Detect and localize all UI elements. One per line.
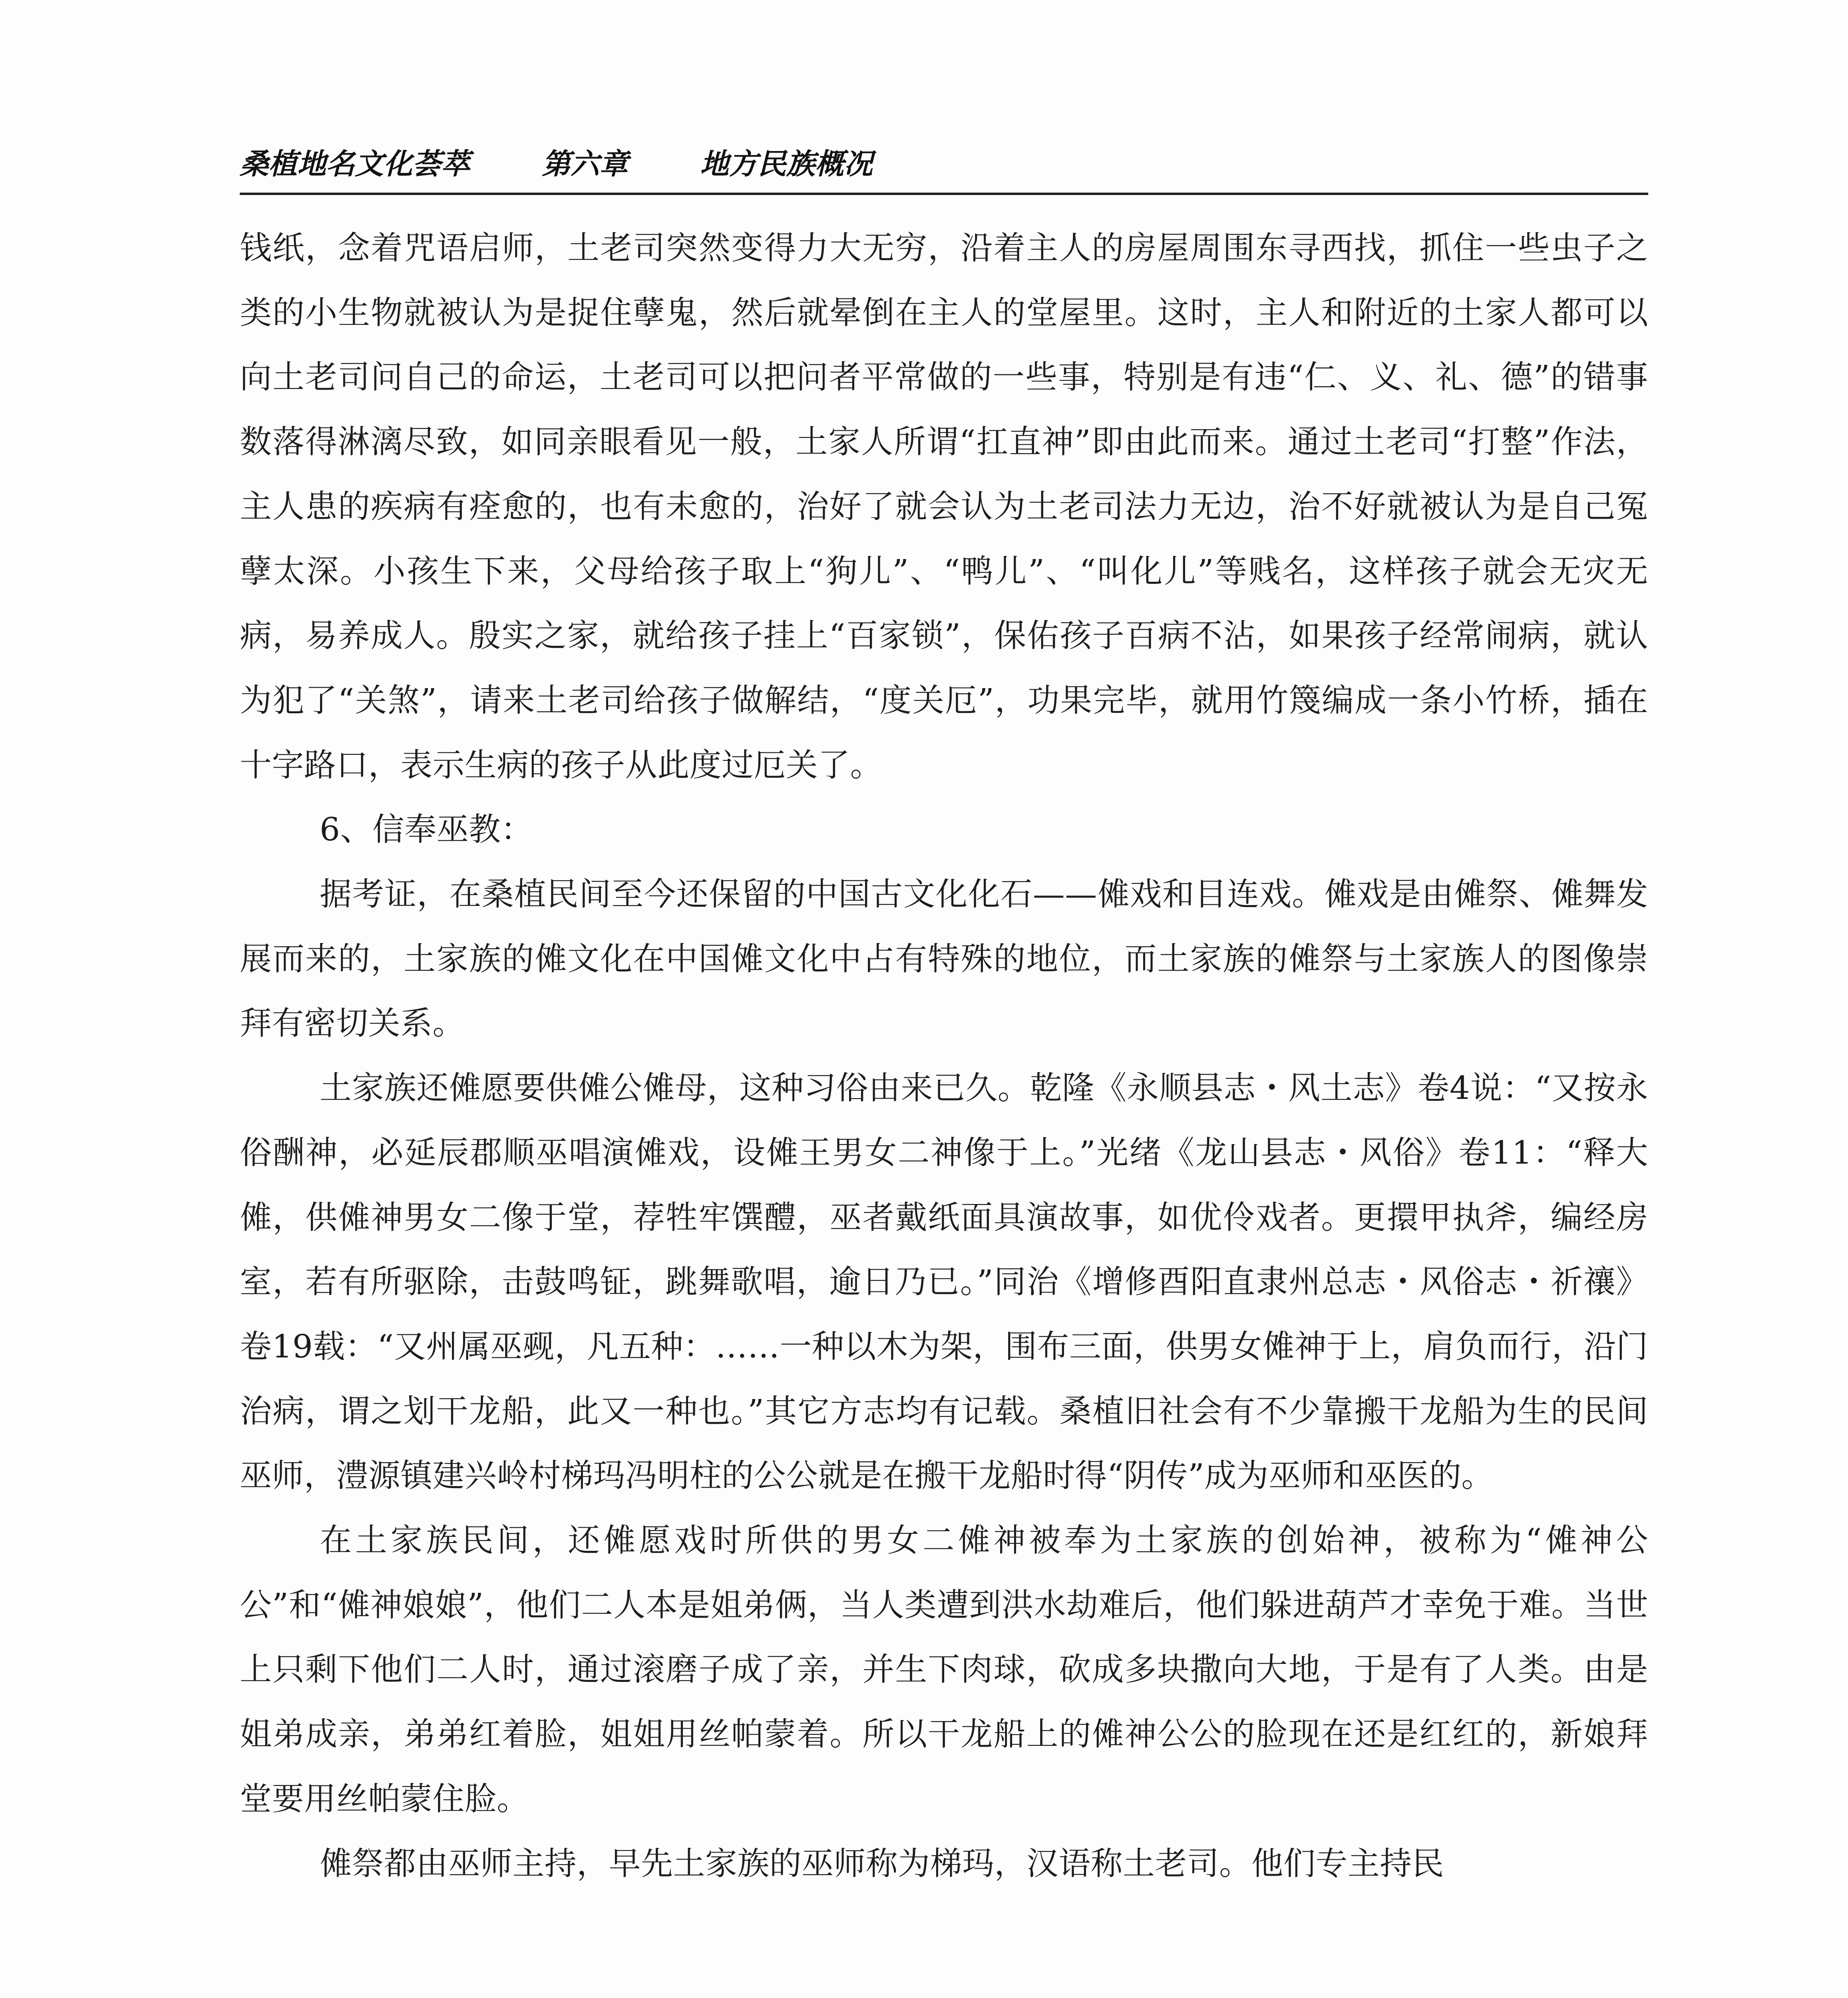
paragraph: 土家族还傩愿要供傩公傩母，这种习俗由来已久。乾隆《永顺县志・风土志》卷4说：“又按永俗酬神，必延辰郡顺巫唱演傩戏，设傩王男女二神像于上。”光绪《龙山县志・风俗》卷11：“释大傩，供傩神男女二像于堂，荐牲牢馔醴，巫者戴纸面具演故事，如优伶戏者。更擐甲执斧，编经房室，若有所驱除，击鼓鸣钲，跳舞歌唱，逾日乃已。”同治《增修酉阳直隶州总志・风俗志・祈禳》卷19载：“又州属巫觋，凡五种：……一种以木为架，围布三面，供男女傩神于上，肩负而行，沿门治病，谓之划干龙船，此又一种也。”其它方志均有记载。桑植旧社会有不少靠搬干龙船为生的民间巫师，澧源镇建兴岭村梯玛冯明柱的公公就是在搬干龙船时得“阴传”成为巫师和巫医的。 <box>240 1069 1648 1495</box>
paragraph: 据考证，在桑植民间至今还保留的中国古文化化石——傩戏和目连戏。傩戏是由傩祭、傩舞发展而来的，土家族的傩文化在中国傩文化中占有特殊的地位，而土家族的傩祭与土家族人的图像崇拜有密切关系。 <box>240 876 1648 1042</box>
paragraph-continued: 钱纸，念着咒语启师，土老司突然变得力大无穷，沿着主人的房屋周围东寻西找，抓住一些虫子之类的小生物就被认为是捉住孽鬼，然后就晕倒在主人的堂屋里。这时，主人和附近的土家人都可以向土老司问自己的命运，土老司可以把问者平常做的一些事，特别是有违“仁、义、礼、德”的错事数落得淋漓尽致，如同亲眼看见一般，土家人所谓“扛直神”即由此而来。通过土老司“打整”作法，主人患的疾病有痊愈的，也有未愈的，治好了就会认为土老司法力无边，治不好就被认为是自己冤孽太深。小孩生下来，父母给孩子取上“狗儿”、“鸭儿”、“叫化儿”等贱名，这样孩子就会无灾无病，易养成人。殷实之家，就给孩子挂上“百家锁”，保佑孩子百病不沾，如果孩子经常闹病，就认为犯了“关煞”，请来土老司给孩子做解结，“度关厄”，功果完毕，就用竹篾编成一条小竹桥，插在十字路口，表示生病的孩子从此度过厄关了。 <box>240 229 1648 784</box>
paragraph: 在土家族民间，还傩愿戏时所供的男女二傩神被奉为土家族的创始神，被称为“傩神公公”和“傩神娘娘”，他们二人本是姐弟俩，当人类遭到洪水劫难后，他们躲进葫芦才幸免于难。当世上只剩下他们二人时，通过滚磨子成了亲，并生下肉球，砍成多块撒向大地，于是有了人类。由是姐弟成亲，弟弟红着脸，姐姐用丝帕蒙着。所以干龙船上的傩神公公的脸现在还是红红的，新娘拜堂要用丝帕蒙住脸。 <box>240 1522 1648 1817</box>
book-title: 桑植地名文化荟萃 <box>240 147 470 181</box>
body-text <box>240 216 1648 1896</box>
paragraph: 傩祭都由巫师主持，早先土家族的巫师称为梯玛，汉语称土老司。他们专主持民 <box>320 1845 1444 1882</box>
running-header <box>240 141 873 182</box>
section-heading: 6、信奉巫教： <box>320 811 533 848</box>
header-divider <box>240 193 1648 195</box>
chapter-label: 第六章 <box>542 147 629 181</box>
section-title: 地方民族概况 <box>700 147 873 181</box>
